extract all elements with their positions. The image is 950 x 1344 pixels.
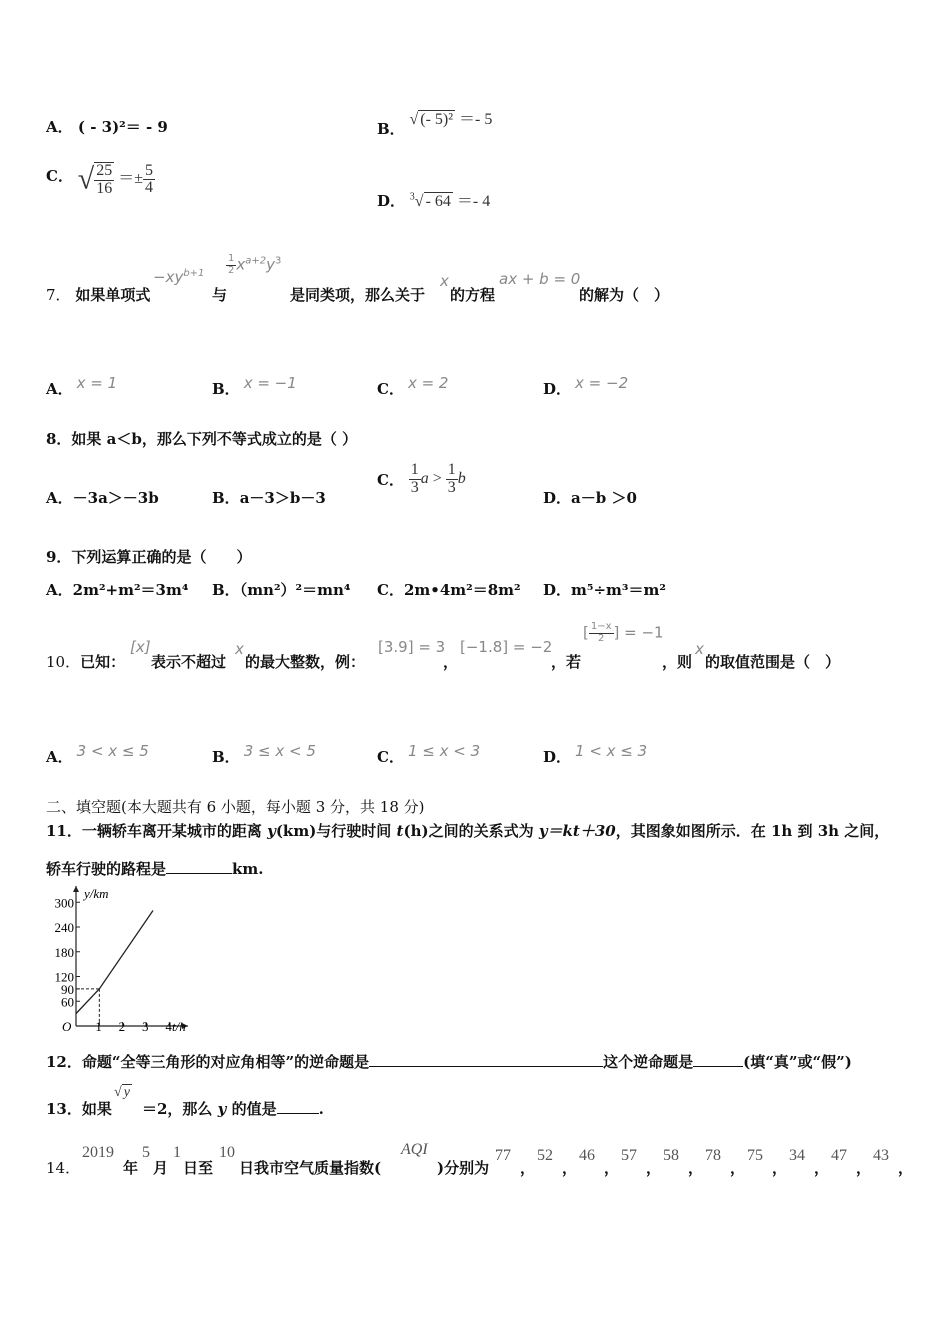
section-title: 二、填空题(本大题共有 6 小题，每小题 3 分，共 18 分) (46, 798, 425, 816)
q8-stem: 8．如果 a＜b，那么下列不等式成立的是（ ） (46, 430, 358, 448)
stem-text: 日我市空气质量指数( (239, 1159, 382, 1177)
aqi-value: 77 (495, 1147, 511, 1164)
stem-text: 如果单项式 (75, 286, 151, 304)
mono-exp: b+1 (183, 268, 205, 279)
var-x: x (236, 255, 246, 274)
option-label: C． (377, 380, 404, 398)
q8-option-c (377, 462, 466, 497)
question-number: 14． (46, 1159, 81, 1177)
q9-option-d (543, 579, 666, 600)
option-label: B． (377, 120, 405, 138)
stem-text: 11．一辆轿车离开某城市的距离 (46, 822, 268, 840)
q13-stem: 13．如果 (46, 1100, 112, 1118)
stem-text: 与行驶时间 (316, 822, 397, 840)
numerator: 1 (228, 253, 235, 264)
option-label: A． (46, 748, 73, 766)
stem-text: ＝2，那么 (142, 1100, 218, 1118)
numerator: 1 (410, 461, 419, 478)
var: b (457, 469, 466, 487)
x-tick-label: 1 (95, 1019, 102, 1034)
var-y: y (217, 1100, 227, 1118)
aqi-value: 52 (537, 1147, 553, 1164)
x-tick-label: 2 (118, 1019, 126, 1034)
stem-text: 与 (212, 286, 228, 304)
option-label: A． (46, 118, 73, 136)
option-expr: x = 1 (76, 374, 118, 392)
option-label: C． (377, 470, 404, 489)
q10-option-c (377, 740, 481, 766)
y-tick-label: 120 (54, 969, 74, 985)
option-label: B． (212, 380, 240, 398)
option-label: D． (377, 192, 406, 210)
separator: ， (730, 1159, 746, 1177)
q6-option-d (377, 188, 490, 211)
numerator: 1−x (590, 621, 612, 632)
answer-blank-1[interactable] (369, 1052, 603, 1067)
q7-option-d (543, 372, 629, 398)
q10-stem (46, 651, 125, 672)
q6-option-a (46, 116, 168, 137)
option-label: B． (212, 489, 240, 507)
q11-line1 (46, 820, 889, 841)
question-number: 7． (46, 286, 71, 304)
q6-option-b (377, 106, 493, 138)
aqi-value: 34 (789, 1147, 805, 1164)
radicand: (- 5)² (420, 111, 454, 128)
y-tick-label: 90 (61, 981, 74, 997)
option-expr: 1 < x ≤ 3 (575, 742, 648, 760)
exp-y: 3 (275, 255, 282, 267)
denominator: 4 (145, 179, 153, 197)
exp-x: a+2 (245, 255, 267, 267)
option-label: A． (46, 489, 73, 507)
stem-text: 之间的关系式为 (428, 822, 539, 840)
aqi-value: 46 (579, 1147, 595, 1164)
option-expr: 3 ≤ x < 5 (243, 742, 316, 760)
option-label: D． (543, 380, 572, 398)
x-axis-label: t/h (172, 1019, 186, 1034)
unit: km. (232, 860, 264, 878)
var-t: t (396, 822, 404, 840)
mono-base: −xy (153, 268, 184, 286)
option-expr: x = −2 (575, 374, 629, 392)
stem-text: )分别为 (437, 1159, 490, 1177)
stem-text: 轿车行驶的路程是 (46, 860, 167, 878)
separator: ， (814, 1159, 830, 1177)
option-expr: x = 2 (407, 374, 449, 392)
month: 5 (142, 1144, 150, 1161)
rhs: ＝- 5 (459, 111, 493, 128)
cube-root-expr: $^3$√ - 64 ＝- 4 (409, 191, 491, 210)
option-label: A． (46, 581, 73, 599)
y-tick-label: 60 (61, 994, 74, 1010)
option-expr: 2m²+m²＝3m⁴ (72, 581, 189, 599)
q10-option-a (46, 740, 149, 766)
x-tick-label: 4 (165, 1019, 172, 1034)
stem-text: 表示不超过 (151, 653, 227, 671)
sqrt-fraction: √ $\frac{25}{16}$ ＝± $\frac{5}{4}$ (77, 161, 153, 197)
origin-label: O (62, 1019, 72, 1034)
q12-stem (46, 1051, 852, 1072)
answer-blank[interactable] (166, 859, 232, 874)
y-axis-label: y/km (84, 886, 109, 901)
rhs: = −1 (624, 623, 664, 642)
stem-text: 的最大整数，例： (245, 653, 366, 671)
separator: ， (646, 1159, 662, 1177)
option-expr: 2m•4m²＝8m² (403, 581, 521, 599)
q9-option-a (46, 579, 188, 600)
separator: ， (562, 1159, 578, 1177)
q7-option-c (377, 372, 449, 398)
aqi-label: AQI (401, 1141, 428, 1158)
monomial-1 (153, 268, 204, 286)
numerator: 25 (96, 162, 113, 179)
day-end: 10 (219, 1144, 235, 1161)
denominator: 3 (447, 478, 456, 496)
option-expr: 1 ≤ x < 3 (407, 742, 481, 760)
unit: (km) (275, 822, 317, 840)
q8-option-a (46, 487, 159, 508)
distance-time-chart (40, 882, 200, 1034)
option-expr: ( - 3)²＝ - 9 (77, 118, 168, 136)
option-label: C． (377, 581, 404, 599)
radicand: - 64 (425, 193, 451, 210)
day-start: 1 (173, 1144, 181, 1161)
q10-option-b (212, 740, 316, 766)
y-tick-label: 240 (54, 920, 74, 935)
denominator: 3 (410, 478, 419, 496)
y-tick-label: 180 (54, 944, 74, 960)
separator: ， (856, 1159, 872, 1177)
option-expr: －3a＞－3b (72, 489, 159, 507)
stem-text: 年 (123, 1159, 139, 1177)
q9-stem: 9．下列运算正确的是（ ） (46, 548, 252, 566)
option-label: A． (46, 380, 73, 398)
q7-option-b (212, 372, 297, 398)
y-axis-arrow (73, 886, 79, 892)
q6-option-c (46, 162, 155, 198)
stem-text: 是同类项，那么关于 (290, 286, 426, 304)
option-label: B． (212, 748, 240, 766)
stem-text: 的方程 (450, 286, 496, 304)
sqrt-expr: √ (- 5)² ＝- 5 (409, 111, 493, 128)
option-expr: m⁵÷m³＝m² (571, 581, 666, 599)
separator: ， (772, 1159, 788, 1177)
separator: ， (688, 1159, 704, 1177)
example-1: [3.9] = 3 (378, 638, 446, 656)
var: a (420, 469, 429, 487)
equation: ax + b = 0 (499, 270, 581, 288)
operator: > (428, 469, 446, 487)
equation: y＝kt＋30 (538, 822, 616, 840)
stem-text: ，其图象如图所示．在 1h 到 3h 之间， (615, 822, 890, 840)
stem-text: 月 (153, 1159, 169, 1177)
option-label: D． (543, 748, 572, 766)
stem-text: 的取值范围是（ ） (705, 653, 841, 671)
stem-text: 这个逆命题是 (603, 1053, 694, 1071)
y-tick-label: 300 (54, 895, 74, 911)
aqi-value: 75 (747, 1147, 763, 1164)
q9-option-b (212, 579, 350, 600)
sqrt-y: √ y (114, 1085, 130, 1100)
radicand: y (123, 1085, 130, 1100)
q11-line2 (46, 858, 264, 879)
aqi-value: 47 (831, 1147, 847, 1164)
q7-stem (46, 284, 150, 305)
var-y: y (266, 255, 276, 274)
stem-text: 日至 (183, 1159, 214, 1177)
q8-option-b (212, 487, 326, 508)
stem-text: 的值是 (226, 1100, 277, 1118)
aqi-value: 58 (663, 1147, 679, 1164)
numerator: 5 (145, 161, 153, 179)
denominator: 16 (96, 179, 113, 197)
example-2: [−1.8] = −2 (460, 638, 553, 656)
stem-text: 的解为（ ） (579, 286, 670, 304)
q13-rest (142, 1098, 324, 1119)
option-label: B． (212, 581, 240, 599)
aqi-value-list (495, 1144, 915, 1177)
floor-condition: [ $\frac{1-x}{2}$ ] = −1 (583, 621, 664, 644)
fraction-inequality (409, 461, 466, 496)
separator: ， (898, 1159, 914, 1177)
comma: ， (443, 653, 459, 671)
var-y: y (267, 822, 276, 840)
variable-x: x (695, 640, 704, 658)
aqi-value: 78 (705, 1147, 721, 1164)
q9-option-c (377, 579, 521, 600)
option-label: C． (377, 748, 404, 766)
option-label: D． (543, 581, 572, 599)
numerator: 1 (447, 461, 456, 478)
year: 2019 (82, 1144, 114, 1161)
aqi-value: 57 (621, 1147, 637, 1164)
option-expr: x = −1 (243, 374, 297, 392)
denominator: 2 (598, 632, 605, 644)
variable-x: x (440, 272, 449, 290)
answer-blank-2[interactable] (693, 1052, 743, 1067)
stem-text: 12．命题“全等三角形的对应角相等”的逆命题是 (46, 1053, 370, 1071)
period: . (318, 1100, 324, 1118)
q7-option-a (46, 372, 118, 398)
unit: (h) (403, 822, 429, 840)
denominator: 2 (228, 264, 235, 276)
x-tick-label: 3 (142, 1019, 149, 1034)
stem-text: ，则 (662, 653, 693, 671)
stem-text: ，若 (551, 653, 582, 671)
aqi-value: 43 (873, 1147, 889, 1164)
option-expr: 3 < x ≤ 5 (76, 742, 149, 760)
stem-text: (填“真”或“假”) (743, 1053, 852, 1071)
stem-text: 已知： (80, 653, 126, 671)
q8-option-d (543, 487, 637, 508)
option-expr: a－3＞b－3 (239, 489, 326, 507)
option-expr: （mn²）²＝mn⁴ (239, 581, 351, 599)
equals: ＝± (118, 170, 143, 188)
variable-x: x (235, 640, 244, 658)
floor-x: [x] (130, 638, 151, 656)
separator: ， (604, 1159, 620, 1177)
option-label: D． (543, 489, 572, 507)
rhs: ＝- 4 (456, 193, 491, 210)
q10-option-d (543, 740, 648, 766)
answer-blank[interactable] (277, 1099, 319, 1114)
question-number: 10． (46, 653, 81, 671)
series-line (76, 911, 153, 1014)
option-expr: a－b ＞0 (571, 489, 637, 507)
separator: ， (520, 1159, 536, 1177)
option-label: C． (46, 167, 73, 186)
root-index: 3 (409, 191, 415, 203)
monomial-2 (226, 254, 281, 276)
